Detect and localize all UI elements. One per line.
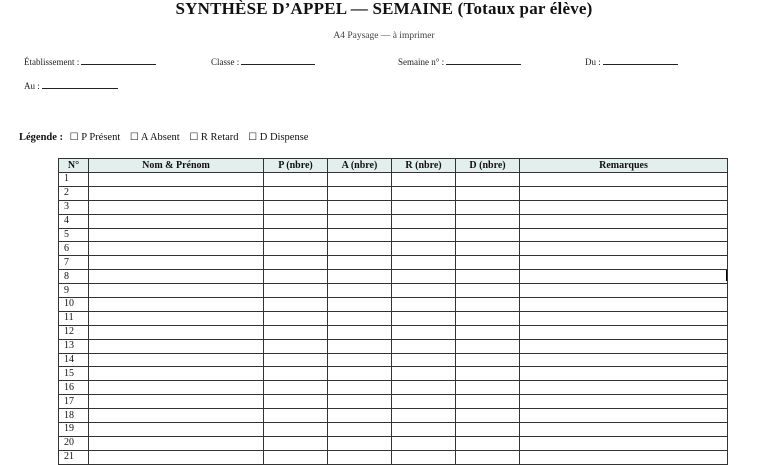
present-count-cell[interactable] (264, 450, 328, 464)
present-count-cell[interactable] (264, 395, 328, 409)
dispense-count-cell[interactable] (456, 284, 520, 298)
checkbox-icon: ☐ (189, 132, 199, 143)
remarks-cell[interactable] (520, 353, 728, 367)
row-number-cell: 6 (59, 242, 89, 256)
remarks-cell[interactable] (520, 200, 728, 214)
present-count-cell[interactable] (264, 423, 328, 437)
remarks-cell[interactable] (520, 423, 728, 437)
row-number-cell: 14 (59, 353, 89, 367)
absent-count-cell[interactable] (328, 311, 392, 325)
present-count-cell[interactable] (264, 173, 328, 187)
table-row (59, 381, 728, 395)
retard-count-cell[interactable] (392, 173, 456, 187)
row-number-cell: 7 (59, 256, 89, 270)
present-count-cell[interactable] (264, 381, 328, 395)
table-row (59, 367, 728, 381)
dispense-count-cell[interactable] (456, 436, 520, 450)
row-number-cell: 13 (59, 339, 89, 353)
dispense-count-cell[interactable] (456, 423, 520, 437)
remarks-cell[interactable] (520, 381, 728, 395)
absent-count-cell[interactable] (328, 339, 392, 353)
absent-count-cell[interactable] (328, 228, 392, 242)
remarks-cell[interactable] (520, 186, 728, 200)
present-count-cell[interactable] (264, 270, 328, 284)
column-header-remarks: Remarques (520, 159, 728, 173)
absent-count-cell[interactable] (328, 381, 392, 395)
row-number-cell: 15 (59, 367, 89, 381)
absent-count-cell[interactable] (328, 242, 392, 256)
dispense-count-cell[interactable] (456, 186, 520, 200)
field-etablissement-label: Établissement : (24, 57, 80, 67)
legend-item-present (70, 132, 121, 143)
dispense-count-cell[interactable] (456, 242, 520, 256)
remarks-cell[interactable] (520, 270, 728, 284)
retard-count-cell[interactable] (392, 186, 456, 200)
table-row (59, 173, 728, 187)
absent-count-cell[interactable] (328, 423, 392, 437)
name-cell[interactable] (89, 409, 264, 423)
name-cell[interactable] (89, 450, 264, 464)
dispense-count-cell[interactable] (456, 214, 520, 228)
table-row (59, 256, 728, 270)
table-header-row (59, 159, 728, 173)
retard-count-cell[interactable] (392, 242, 456, 256)
remarks-cell[interactable] (520, 436, 728, 450)
absent-count-cell[interactable] (328, 325, 392, 339)
column-header-absent: A (nbre) (328, 159, 392, 173)
table-row (59, 395, 728, 409)
checkbox-icon: ☐ (248, 132, 258, 143)
attendance-table (58, 158, 728, 465)
dispense-count-cell[interactable] (456, 173, 520, 187)
retard-count-cell[interactable] (392, 367, 456, 381)
column-header-present: P (nbre) (264, 159, 328, 173)
field-classe-label: Classe : (211, 57, 240, 67)
legend-item-label: A Absent (140, 132, 180, 143)
name-cell[interactable] (89, 256, 264, 270)
dispense-count-cell[interactable] (456, 311, 520, 325)
dispense-count-cell[interactable] (456, 381, 520, 395)
table-row (59, 228, 728, 242)
absent-count-cell[interactable] (328, 214, 392, 228)
remarks-cell[interactable] (520, 173, 728, 187)
name-cell[interactable] (89, 270, 264, 284)
present-count-cell[interactable] (264, 242, 328, 256)
row-number-cell: 8 (59, 270, 89, 284)
absent-count-cell[interactable] (328, 298, 392, 312)
name-cell[interactable] (89, 325, 264, 339)
name-cell[interactable] (89, 284, 264, 298)
checkbox-icon: ☐ (69, 132, 79, 143)
absent-count-cell[interactable] (328, 256, 392, 270)
field-classe-blank[interactable] (241, 56, 315, 65)
retard-count-cell[interactable] (392, 423, 456, 437)
retard-count-cell[interactable] (392, 409, 456, 423)
present-count-cell[interactable] (264, 214, 328, 228)
remarks-cell[interactable] (520, 409, 728, 423)
field-semaine-blank[interactable] (446, 56, 521, 65)
dispense-count-cell[interactable] (456, 256, 520, 270)
name-cell[interactable] (89, 311, 264, 325)
retard-count-cell[interactable] (392, 436, 456, 450)
name-cell[interactable] (89, 395, 264, 409)
legend-label: Légende : (19, 132, 64, 143)
name-cell[interactable] (89, 353, 264, 367)
retard-count-cell[interactable] (392, 200, 456, 214)
retard-count-cell[interactable] (392, 395, 456, 409)
name-cell[interactable] (89, 242, 264, 256)
text-cursor (726, 270, 727, 281)
absent-count-cell[interactable] (328, 270, 392, 284)
name-cell[interactable] (89, 228, 264, 242)
dispense-count-cell[interactable] (456, 450, 520, 464)
column-header-name: Nom & Prénom (89, 159, 264, 173)
present-count-cell[interactable] (264, 228, 328, 242)
field-au-label: Au : (24, 81, 40, 91)
present-count-cell[interactable] (264, 367, 328, 381)
row-number-cell: 9 (59, 284, 89, 298)
row-number-cell: 21 (59, 450, 89, 464)
absent-count-cell[interactable] (328, 395, 392, 409)
retard-count-cell[interactable] (392, 339, 456, 353)
remarks-cell[interactable] (520, 284, 728, 298)
absent-count-cell[interactable] (328, 409, 392, 423)
table-row (59, 339, 728, 353)
table-row (59, 214, 728, 228)
table-row (59, 284, 728, 298)
dispense-count-cell[interactable] (456, 409, 520, 423)
name-cell[interactable] (89, 381, 264, 395)
remarks-cell[interactable] (520, 450, 728, 464)
present-count-cell[interactable] (264, 186, 328, 200)
present-count-cell[interactable] (264, 311, 328, 325)
present-count-cell[interactable] (264, 436, 328, 450)
retard-count-cell[interactable] (392, 325, 456, 339)
document-title: SYNTHÈSE D’APPEL — SEMAINE (Totaux par élève) (175, 0, 593, 18)
field-etablissement[interactable] (24, 56, 156, 67)
table-row (59, 200, 728, 214)
table-row (59, 186, 728, 200)
remarks-cell[interactable] (520, 242, 728, 256)
row-number-cell: 19 (59, 423, 89, 437)
remarks-cell[interactable] (520, 228, 728, 242)
row-number-cell: 2 (59, 186, 89, 200)
table-row (59, 423, 728, 437)
name-cell[interactable] (89, 214, 264, 228)
table-row (59, 409, 728, 423)
legend-item-absent (130, 132, 180, 143)
field-du[interactable] (585, 56, 678, 67)
column-header-number: N° (59, 159, 89, 173)
present-count-cell[interactable] (264, 256, 328, 270)
field-du-label: Du : (585, 57, 601, 67)
column-header-dispense: D (nbre) (456, 159, 520, 173)
remarks-cell[interactable] (520, 367, 728, 381)
row-number-cell: 11 (59, 311, 89, 325)
retard-count-cell[interactable] (392, 284, 456, 298)
table-row (59, 298, 728, 312)
table-row (59, 242, 728, 256)
absent-count-cell[interactable] (328, 353, 392, 367)
row-number-cell: 4 (59, 214, 89, 228)
remarks-cell[interactable] (520, 395, 728, 409)
dispense-count-cell[interactable] (456, 353, 520, 367)
dispense-count-cell[interactable] (456, 339, 520, 353)
field-semaine[interactable] (398, 56, 521, 67)
dispense-count-cell[interactable] (456, 298, 520, 312)
dispense-count-cell[interactable] (456, 367, 520, 381)
field-semaine-label: Semaine n° : (398, 57, 445, 67)
dispense-count-cell[interactable] (456, 270, 520, 284)
name-cell[interactable] (89, 186, 264, 200)
row-number-cell: 1 (59, 173, 89, 187)
dispense-count-cell[interactable] (456, 200, 520, 214)
name-cell[interactable] (89, 200, 264, 214)
table-row (59, 450, 728, 464)
row-number-cell: 18 (59, 409, 89, 423)
field-etablissement-blank[interactable] (81, 56, 156, 65)
legend-item-label: D Dispense (259, 132, 309, 143)
retard-count-cell[interactable] (392, 381, 456, 395)
document-subtitle: A4 Paysage — à imprimer (333, 31, 435, 41)
table-row (59, 311, 728, 325)
retard-count-cell[interactable] (392, 353, 456, 367)
present-count-cell[interactable] (264, 339, 328, 353)
legend (19, 132, 311, 143)
remarks-cell[interactable] (520, 339, 728, 353)
legend-item-retard (189, 132, 238, 143)
row-number-cell: 17 (59, 395, 89, 409)
present-count-cell[interactable] (264, 284, 328, 298)
name-cell[interactable] (89, 423, 264, 437)
dispense-count-cell[interactable] (456, 325, 520, 339)
absent-count-cell[interactable] (328, 186, 392, 200)
name-cell[interactable] (89, 367, 264, 381)
row-number-cell: 3 (59, 200, 89, 214)
retard-count-cell[interactable] (392, 228, 456, 242)
remarks-cell[interactable] (520, 256, 728, 270)
table-row (59, 353, 728, 367)
field-classe[interactable] (211, 56, 315, 67)
absent-count-cell[interactable] (328, 367, 392, 381)
present-count-cell[interactable] (264, 409, 328, 423)
remarks-cell[interactable] (520, 298, 728, 312)
retard-count-cell[interactable] (392, 256, 456, 270)
absent-count-cell[interactable] (328, 200, 392, 214)
present-count-cell[interactable] (264, 200, 328, 214)
row-number-cell: 10 (59, 298, 89, 312)
field-du-blank[interactable] (603, 56, 678, 65)
row-number-cell: 12 (59, 325, 89, 339)
table-row (59, 436, 728, 450)
absent-count-cell[interactable] (328, 436, 392, 450)
retard-count-cell[interactable] (392, 214, 456, 228)
remarks-cell[interactable] (520, 214, 728, 228)
dispense-count-cell[interactable] (456, 395, 520, 409)
legend-item-dispense (248, 132, 308, 143)
retard-count-cell[interactable] (392, 450, 456, 464)
retard-count-cell[interactable] (392, 298, 456, 312)
name-cell[interactable] (89, 173, 264, 187)
name-cell[interactable] (89, 436, 264, 450)
remarks-cell[interactable] (520, 311, 728, 325)
field-au-blank[interactable] (42, 80, 118, 89)
legend-item-label: P Présent (81, 132, 121, 143)
field-au[interactable] (24, 80, 118, 91)
present-count-cell[interactable] (264, 325, 328, 339)
dispense-count-cell[interactable] (456, 228, 520, 242)
name-cell[interactable] (89, 298, 264, 312)
row-number-cell: 5 (59, 228, 89, 242)
retard-count-cell[interactable] (392, 270, 456, 284)
column-header-retard: R (nbre) (392, 159, 456, 173)
absent-count-cell[interactable] (328, 284, 392, 298)
row-number-cell: 16 (59, 381, 89, 395)
absent-count-cell[interactable] (328, 173, 392, 187)
row-number-cell: 20 (59, 436, 89, 450)
absent-count-cell[interactable] (328, 450, 392, 464)
table-row (59, 325, 728, 339)
table-row (59, 270, 728, 284)
remarks-cell[interactable] (520, 325, 728, 339)
checkbox-icon: ☐ (129, 132, 139, 143)
legend-item-label: R Retard (200, 132, 239, 143)
retard-count-cell[interactable] (392, 311, 456, 325)
present-count-cell[interactable] (264, 298, 328, 312)
present-count-cell[interactable] (264, 353, 328, 367)
name-cell[interactable] (89, 339, 264, 353)
